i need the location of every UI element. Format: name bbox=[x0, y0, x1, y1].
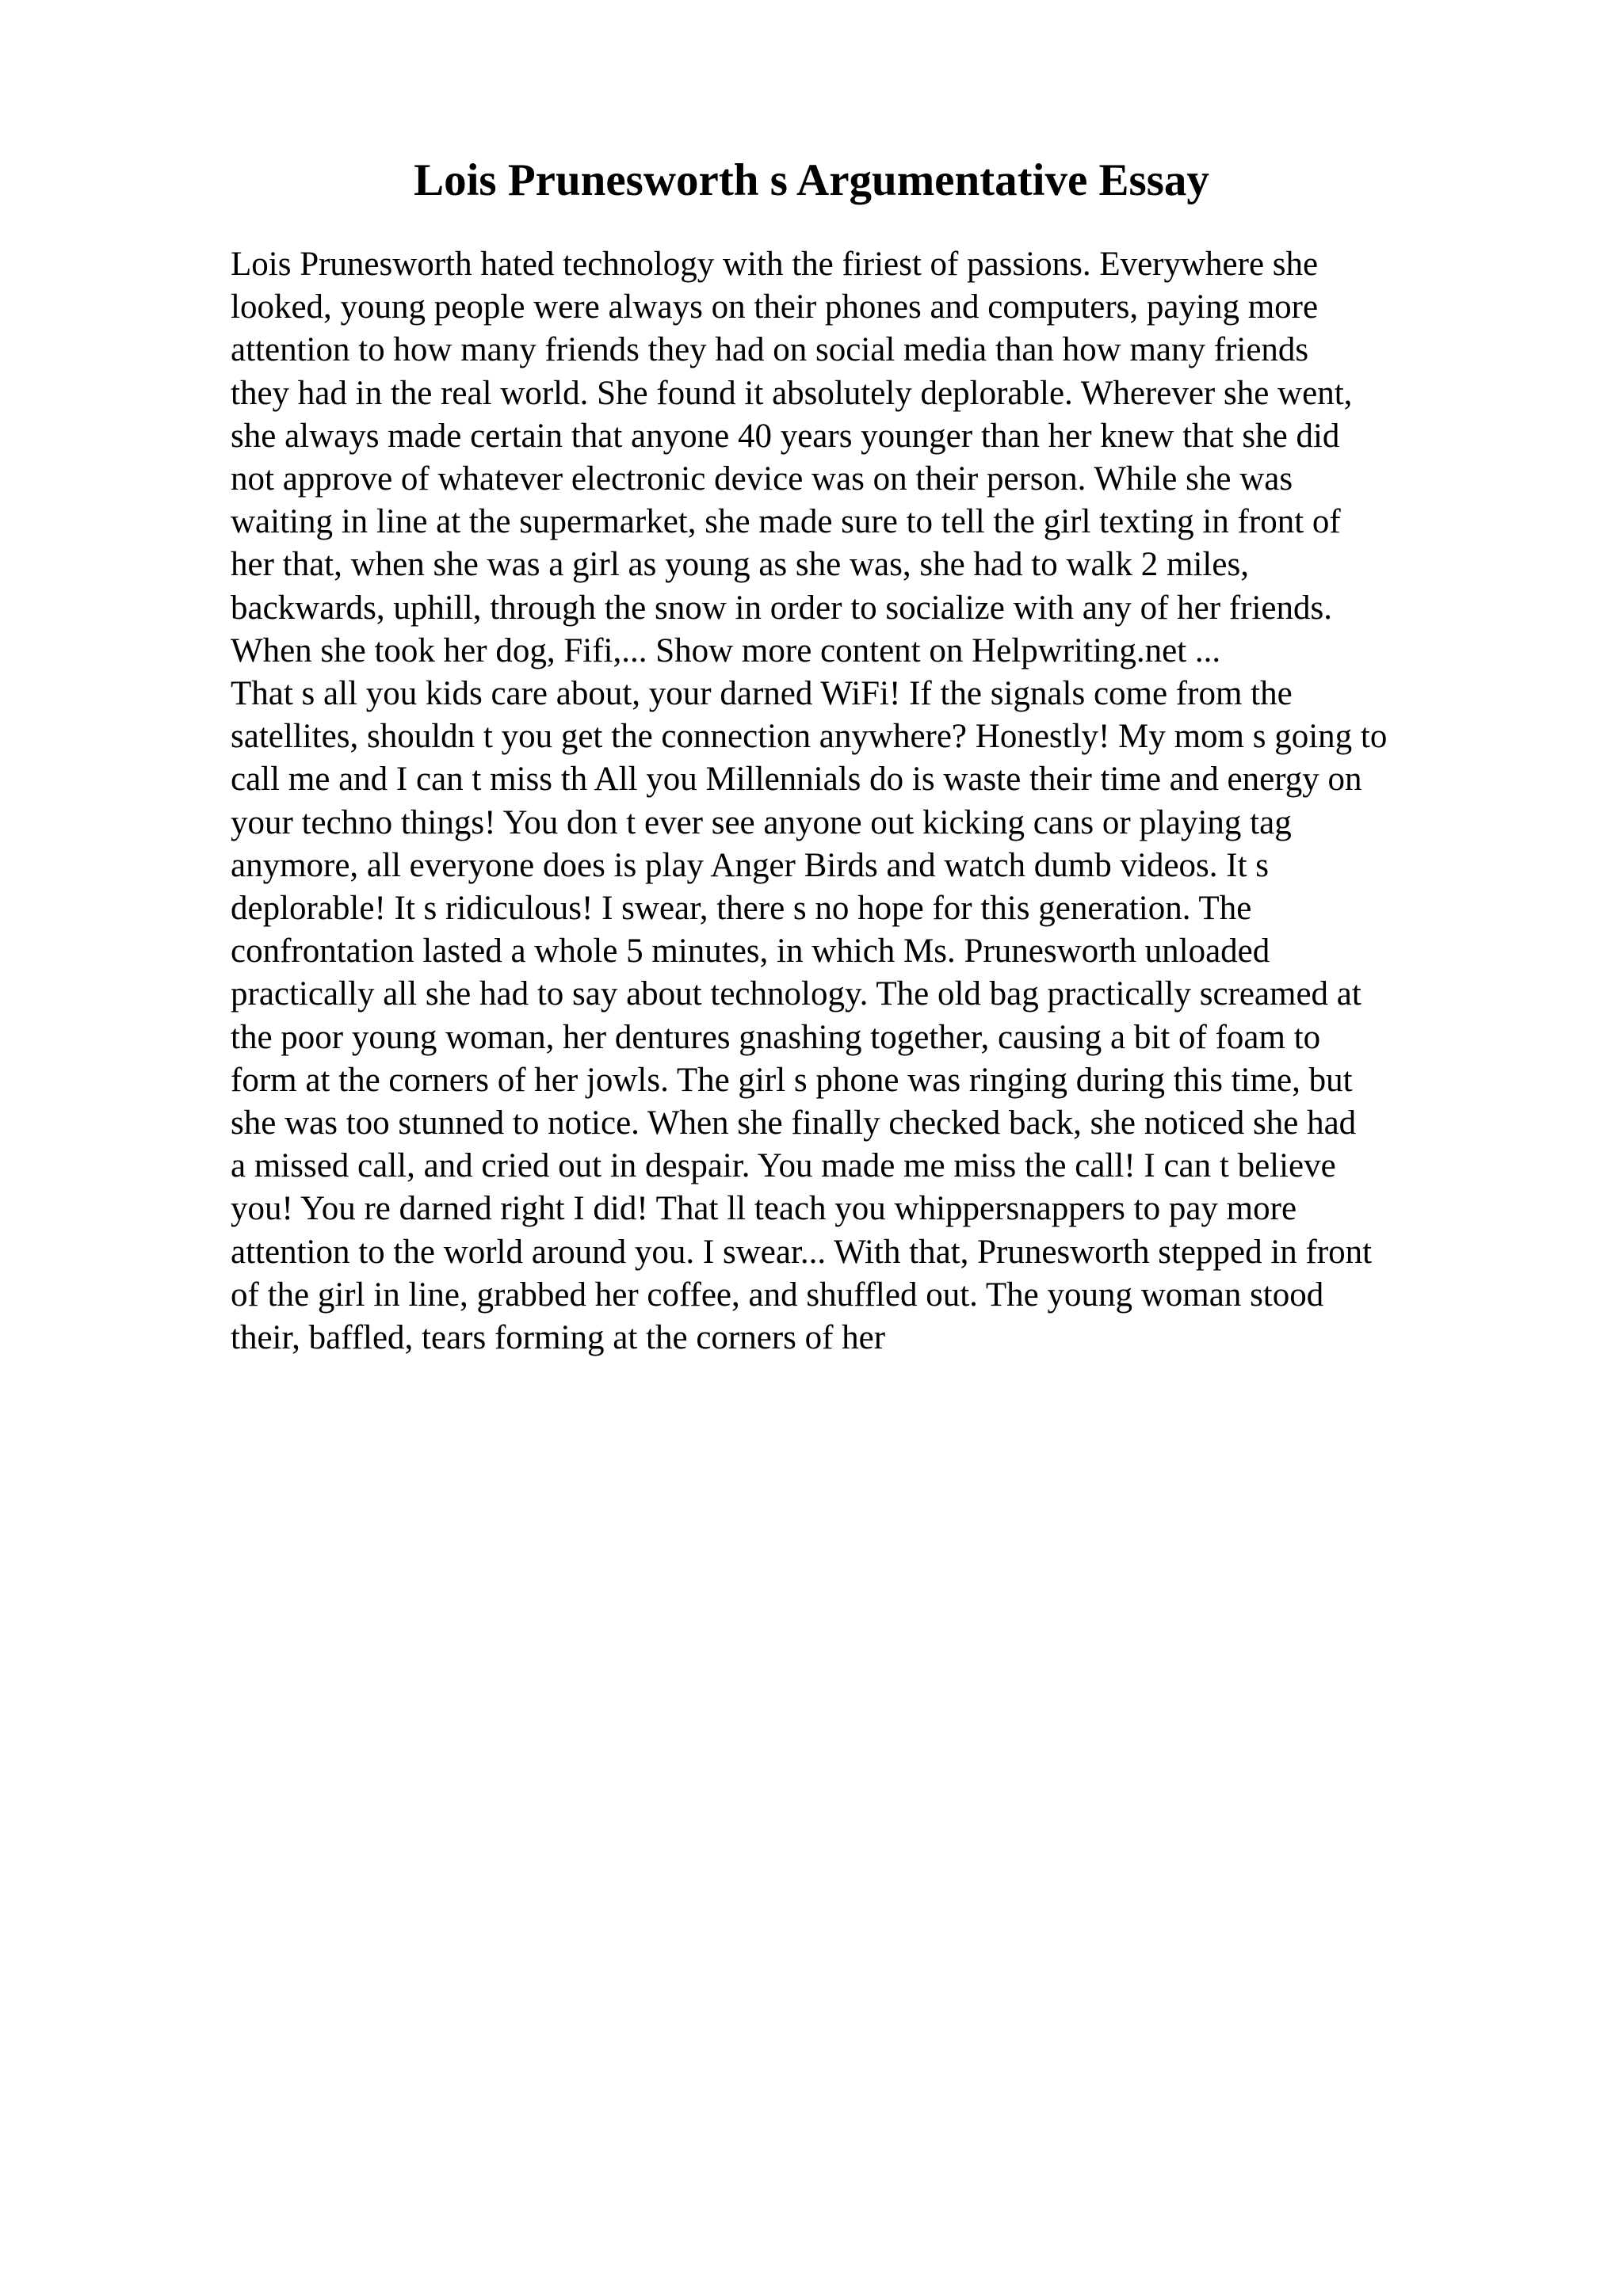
text-line: anymore, all everyone does is play Anger Birds and watch dumb videos. It s bbox=[231, 846, 1270, 884]
text-line: their, baffled, tears forming at the corners of her bbox=[231, 1319, 886, 1357]
text-line: her that, when she was a girl as young as she was, she had to walk 2 miles, bbox=[231, 546, 1249, 584]
text-line: she was too stunned to notice. When she finally checked back, she noticed she had bbox=[231, 1104, 1357, 1142]
text-line: of the girl in line, grabbed her coffee, and shuffled out. The young woman stood bbox=[231, 1276, 1324, 1314]
text-line: the poor young woman, her dentures gnashing together, causing a bit of foam to bbox=[231, 1018, 1321, 1056]
text-line: practically all she had to say about technology. The old bag practically screamed at bbox=[231, 975, 1361, 1013]
text-line: attention to how many friends they had on social media than how many friends bbox=[231, 331, 1309, 369]
text-line: Lois Prunesworth hated technology with the firiest of passions. Everywhere she bbox=[231, 246, 1319, 283]
text-line: waiting in line at the supermarket, she made sure to tell the girl texting in front of bbox=[231, 503, 1341, 541]
text-line: form at the corners of her jowls. The girl s phone was ringing during this time, but bbox=[231, 1061, 1353, 1099]
text-line: deplorable! It s ridiculous! I swear, there s no hope for this generation. The bbox=[231, 890, 1252, 928]
text-line: your techno things! You don t ever see anyone out kicking cans or playing tag bbox=[231, 803, 1292, 841]
text-line: a missed call, and cried out in despair. You made me miss the call! I can t believe bbox=[231, 1147, 1336, 1185]
text-line: not approve of whatever electronic device was on their person. While she was bbox=[231, 460, 1293, 498]
text-line: confrontation lasted a whole 5 minutes, in which Ms. Prunesworth unloaded bbox=[231, 933, 1270, 971]
text-line: looked, young people were always on their phones and computers, paying more bbox=[231, 288, 1319, 326]
text-line: they had in the real world. She found it absolutely deplorable. Wherever she went, bbox=[231, 374, 1353, 412]
text-line: you! You re darned right I did! That ll teach you whippersnappers to pay more bbox=[231, 1190, 1297, 1228]
text-line: she always made certain that anyone 40 years younger than her knew that she did bbox=[231, 417, 1340, 455]
document-title: Lois Prunesworth s Argumentative Essay bbox=[414, 155, 1209, 205]
text-line: backwards, uphill, through the snow in order to socialize with any of her friends. bbox=[231, 589, 1332, 627]
essay-body bbox=[231, 243, 1514, 1360]
text-line: When she took her dog, Fifi,... Show more content on Helpwriting.net ... bbox=[231, 631, 1221, 669]
text-line: satellites, shouldn t you get the connection anywhere? Honestly! My mom s going to bbox=[231, 718, 1388, 756]
text-line: attention to the world around you. I swear... With that, Prunesworth stepped in front bbox=[231, 1233, 1373, 1271]
text-line: call me and I can t miss th All you Millennials do is waste their time and energy on bbox=[231, 761, 1362, 799]
text-line: That s all you kids care about, your darned WiFi! If the signals come from the bbox=[231, 675, 1293, 713]
